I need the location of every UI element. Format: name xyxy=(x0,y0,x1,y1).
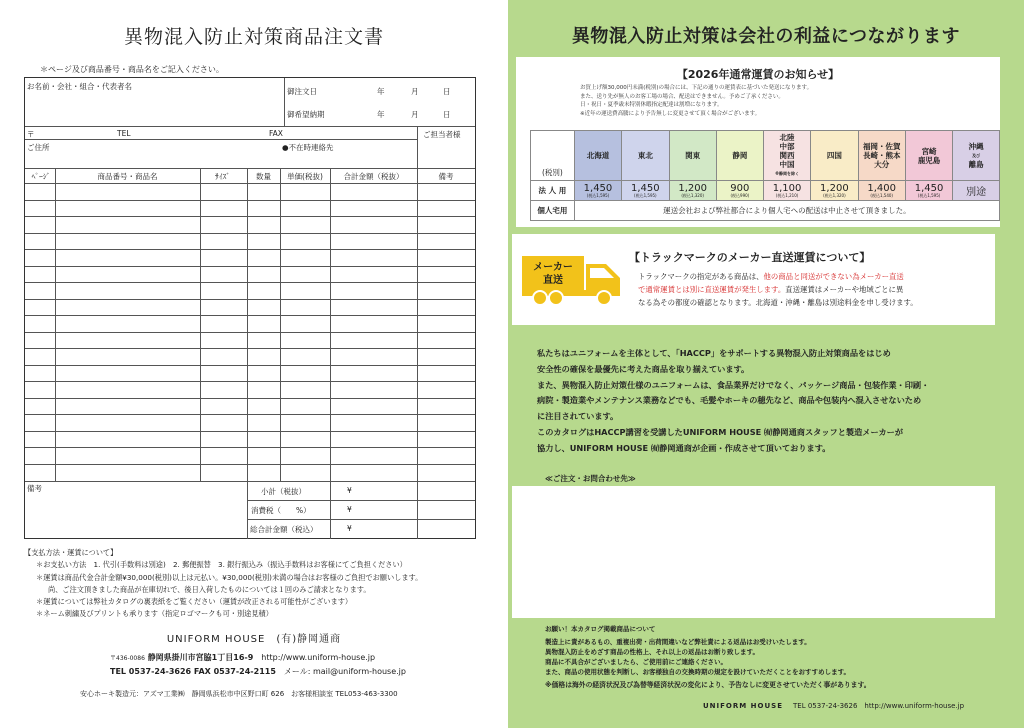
website-link[interactable]: http://www.uniform-house.jp xyxy=(261,653,376,662)
col-unit-price: 単価(税抜) xyxy=(287,172,323,181)
page-title: 異物混入防止対策商品注文書 xyxy=(123,26,384,48)
region-price: 1,450 (税込1,595) xyxy=(905,181,952,201)
form-instruction: ＊ページ及び商品番号・商品名をご記入ください。 xyxy=(40,65,224,74)
region-price: 1,400 (税込1,540) xyxy=(858,181,905,201)
table-row[interactable] xyxy=(25,381,475,382)
order-date-label: 御注文日 xyxy=(287,87,317,96)
company-about: 私たちはユニフォームを主体として、「HACCP」をサポートする異物混入防止対策商品をはじめ 安全性の確保を最優先に考えた商品を取り揃えています。 また、異物混入防止対策仕様のユニフォームは、食品業界だけでなく、パッケージ商品・包装作業・印刷・ 病院・製造業やメンテナンス業務などでも、毛髪やホーキの穂先など、商品や包装内へ混入させないため に注目されています。 このカタログはHACCP講習を受講したUNIFORM HOUSE ㈲静岡通商スタッフと製造メーカーが 協力し、UNIFORM HOUSE ㈲静岡通商が企画・作成させて頂いております。 xyxy=(537,348,930,453)
order-form-page xyxy=(0,0,508,728)
payment-info: 【支払方法・運賃について】 ＊お支払い方法 1. 代引(手数料は別途) 2. 郵便振替 3. 銀行振込み（振込手数料はお客様にてご負担ください） ＊運賃は商品代金合計金額¥30,000(税別)以上は元払い。¥30,000(税別)未満の場合はお客様のご負担でお願いします。 尚、ご注文頂きました商品が在庫切れで、後日入荷したものについては１回のみご請求となります。 ＊運賃については弊社カタログの裏表紙をご覧ください（運賃が改正される可能性がございます） ＊ネーム刺繍及びプリントも承ります（指定ロゴマークも可・別途見積） xyxy=(24,548,423,619)
region-price: 900 (税込990) xyxy=(716,181,763,201)
region-header: 沖縄 及び 離島 xyxy=(953,131,1000,181)
table-row[interactable] xyxy=(25,282,475,283)
shipping-rates-box xyxy=(516,57,1000,227)
address-label: ご住所 xyxy=(27,143,50,152)
direct-shipping-text: トラックマークの指定がある商品は、他の商品と同送ができない為メーカー直送 で通常運賃とは別に直送運賃が発生します。直送運賃はメーカーや地域ごとに異 なる為その都度の確認となります。北海道・沖縄・離島は別途料金を申し受けます。 xyxy=(638,272,918,307)
col-total: 合計金額（税抜） xyxy=(343,172,404,181)
svg-text:メーカー: メーカー xyxy=(533,262,573,273)
region-header: 関東 xyxy=(669,131,716,181)
region-price: 別途 xyxy=(953,181,1000,201)
region-header: 静岡 xyxy=(716,131,763,181)
table-row[interactable] xyxy=(25,216,475,217)
table-row[interactable] xyxy=(25,299,475,300)
order-form: お名前・会社・組合・代表者名 御注文日 年 月 日 御希望納期 年 月 日 〒 TEL FAX ご担当者様 ご住所 ●不在時連絡先 ﾍﾟｰｼﾞ 商品番号・商品名 ｻｲｽﾞ 数量 単価(税抜) 合計金額（税抜） 備考 備考 小計（税抜） ¥ 消費税（ %） ¥ 総合計金額（税込） ¥ xyxy=(24,77,476,539)
absent-contact-label: ●不在時連絡先 xyxy=(282,143,334,152)
table-row[interactable] xyxy=(25,183,475,184)
grand-total-label: 総合計金額（税込） xyxy=(250,525,318,534)
truck-icon xyxy=(520,250,625,310)
region-price: 1,450 (税込1,595) xyxy=(622,181,669,201)
shipping-title: 【2026年通常運賃のお知らせ】 xyxy=(676,68,840,81)
region-header: 北陸 中部 関西 中国 ※静岡を除く xyxy=(763,131,810,181)
region-header: 東北 xyxy=(622,131,669,181)
company-address: 〒436-0086 静岡県掛川市宮脇1丁目16-9 http://www.uniform-house.jp TEL 0537-24-3626 FAX 0537-24-2115 メール: mail@uniform-house.jp xyxy=(110,653,406,676)
table-row[interactable] xyxy=(25,348,475,349)
region-price: 1,100 (税込1,210) xyxy=(763,181,810,201)
delivery-date-label: 御希望納期 xyxy=(287,110,325,119)
region-header: 福岡・佐賀 長崎・熊本 大分 xyxy=(858,131,905,181)
table-row[interactable] xyxy=(25,332,475,333)
staff-label: ご担当者様 xyxy=(423,130,461,139)
manufacturer-info: 安心ホーキ製造元：アズマ工業㈱ 静岡県浜松市中区野口町 626 お客様相談室 TEL053-463-3300 xyxy=(80,690,398,698)
region-header: 北海道 xyxy=(574,131,621,181)
table-row[interactable] xyxy=(25,233,475,234)
name-label: お名前・会社・組合・代表者名 xyxy=(27,82,132,91)
direct-shipping-box xyxy=(512,234,995,325)
table-row[interactable] xyxy=(25,464,475,465)
region-price: 1,200 (税込1,320) xyxy=(669,181,716,201)
table-row[interactable] xyxy=(25,266,475,267)
mail-link[interactable]: メール: mail@uniform-house.jp xyxy=(283,667,406,676)
info-page xyxy=(508,0,1024,728)
direct-shipping-title: 【トラックマークのメーカー直送運賃について】 xyxy=(629,251,871,264)
footer-website-link[interactable]: http://www.uniform-house.jp xyxy=(864,702,965,710)
svg-text:直送: 直送 xyxy=(543,275,563,286)
table-row[interactable] xyxy=(25,365,475,366)
table-row[interactable] xyxy=(25,414,475,415)
col-item: 商品番号・商品名 xyxy=(97,172,158,181)
table-row[interactable] xyxy=(25,431,475,432)
tax-label: 消費税（ %） xyxy=(251,506,311,515)
region-header: 宮崎 鹿児島 xyxy=(905,131,952,181)
col-qty: 数量 xyxy=(256,172,271,181)
remarks-label: 備考 xyxy=(27,484,42,493)
product-notice: お願い！本カタログ掲載商品について 製造上に責があるもの、重複出荷・出荷間違いなど弊社責による返品はお受けいたします。 異物混入防止をめざす商品の性格上、それ以上の返品はお断り致します。 商品に不具合がございましたら、ご使用前にご連絡ください。 また、商品の使用状態を判断し、お客様独自の交換時期の規定を設けていただくことをおすすめします。 ※価格は海外の経済状況及び為替等経済状況の変化により、予告なしに変更させていただく事があります。 xyxy=(545,625,871,689)
table-row[interactable] xyxy=(25,447,475,448)
col-page: ﾍﾟｰｼﾞ xyxy=(31,172,51,181)
table-row[interactable] xyxy=(25,249,475,250)
table-row[interactable] xyxy=(25,200,475,201)
contact-box xyxy=(512,486,995,618)
shipping-rate-table: (税別) 北海道 東北 関東 静岡 北陸 中部 関西 中国 ※静岡を除く 四国 福岡・佐賀 長崎・熊本 大分 宮崎 鹿児島 沖縄 及び 離島 法 人 用 1,450 (税込1,595) 1,450 (税込1,595) 1,200 (税込1,320) 900 (税込990) 1,100 (税込1,210) 1,200 (税込1,320) 1,400 (税込1,540) 1,450 (税込1,595) 別途 個人宅用 運送会社および弊社都合により個人宅への配送は中止させて頂きました。 xyxy=(530,130,1000,221)
right-footer: UNIFORM HOUSE TEL 0537-24-3626 http://www.uniform-house.jp xyxy=(703,702,965,710)
region-header: 四国 xyxy=(811,131,858,181)
col-remarks: 備考 xyxy=(438,172,454,181)
region-price: 1,450 (税込1,595) xyxy=(574,181,621,201)
contact-label: ≪ご注文・お問合わせ先≫ xyxy=(545,474,636,483)
company-logo: UNIFORM HOUSE (有)静岡通商 xyxy=(166,634,342,645)
region-price: 1,200 (税込1,320) xyxy=(811,181,858,201)
col-size: ｻｲｽﾞ xyxy=(215,172,230,181)
table-row[interactable] xyxy=(25,315,475,316)
info-title: 異物混入防止対策は会社の利益につながります xyxy=(571,26,961,47)
table-row[interactable] xyxy=(25,398,475,399)
subtotal-label: 小計（税抜） xyxy=(261,487,306,496)
shipping-notes: お買上げ額30,000円未満(税別)の場合には、下記の通りの運賃表に基づいた発送になります。 また、送り先が無人のお客工場の場合、配送はできません。予めご了承ください。 日・祝日・夏季歳末特別休暇指定配達は割増になります。 ※近年の運送費高騰により予告無しに変更させて頂く場合がございます。 xyxy=(580,85,813,118)
